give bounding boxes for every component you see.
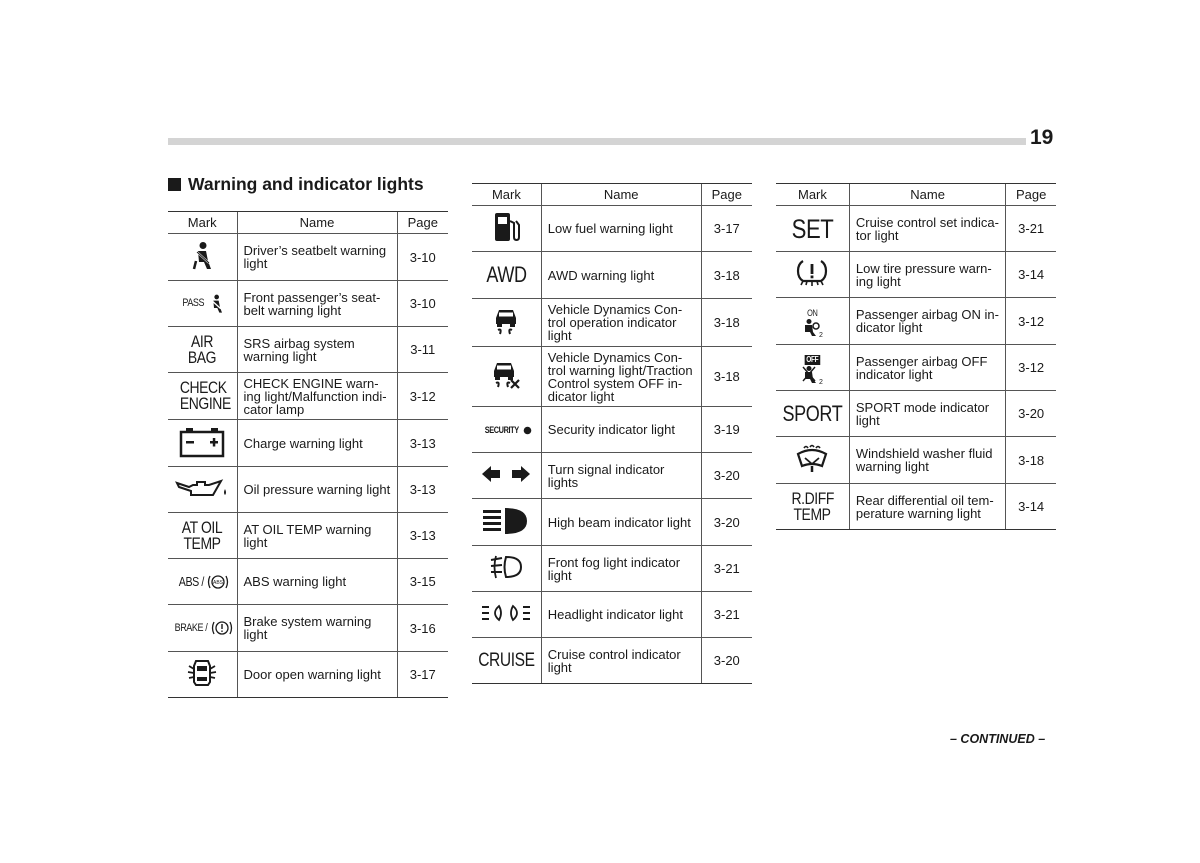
mark-cell — [168, 420, 237, 467]
mark-cell — [776, 206, 849, 252]
table-row — [168, 605, 448, 652]
table-row — [776, 484, 1056, 530]
mark-cell — [472, 638, 541, 684]
name-cell: Driver’s seatbelt warning light — [237, 234, 397, 281]
table-row — [472, 347, 752, 407]
svg-text:ABS: ABS — [212, 579, 223, 586]
section-title-text: Warning and indicator lights — [188, 174, 424, 194]
indicator-table-2 — [472, 183, 752, 684]
cruise-text-icon: CRUISE — [478, 649, 535, 671]
table-row — [776, 252, 1056, 298]
name-cell: Cruise control indicator light — [541, 638, 701, 684]
brake-icon: BRAKE / — [171, 619, 233, 637]
name-header: Name — [237, 212, 397, 234]
table-row — [168, 652, 448, 698]
page-cell: 3-14 — [1006, 484, 1056, 530]
table-row — [168, 281, 448, 327]
page-cell: 3-16 — [397, 605, 448, 652]
mark-cell — [776, 345, 849, 391]
mark-cell — [168, 605, 237, 652]
page-header: Page — [397, 212, 448, 234]
name-cell: Oil pressure warning light — [237, 467, 397, 513]
page-cell: 3-17 — [701, 206, 752, 252]
page-cell: 3-20 — [701, 638, 752, 684]
page-cell: 3-18 — [701, 299, 752, 347]
name-cell: Low tire pressure warn-ing light — [849, 252, 1005, 298]
name-cell: Passenger airbag OFF indicator light — [849, 345, 1005, 391]
mark-cell — [168, 327, 237, 373]
table-header-row — [168, 212, 448, 234]
page-cell: 3-11 — [397, 327, 448, 373]
mark-cell — [472, 299, 541, 347]
indicator-table-1 — [168, 211, 448, 698]
name-cell: SPORT mode indicator light — [849, 391, 1005, 437]
check-engine-text-icon: CHECK ENGINE — [180, 378, 232, 413]
airbag-on-icon: ON 2 — [807, 308, 824, 338]
page-cell: 3-20 — [1006, 391, 1056, 437]
table-row — [472, 453, 752, 499]
table-row — [168, 467, 448, 513]
table-row — [472, 299, 752, 347]
mark-header: Mark — [776, 184, 849, 206]
table-row — [472, 407, 752, 453]
battery-icon — [179, 426, 225, 458]
rdiff-text-icon: R.DIFF TEMP — [791, 488, 835, 524]
skid-car-off-icon — [491, 359, 521, 391]
mark-cell — [472, 546, 541, 592]
name-cell: Turn signal indicator lights — [541, 453, 701, 499]
mark-cell — [168, 234, 237, 281]
name-cell: Front passenger’s seat-belt warning light — [237, 281, 397, 327]
name-cell: Charge warning light — [237, 420, 397, 467]
page-cell: 3-14 — [1006, 252, 1056, 298]
page-header: Page — [1006, 184, 1056, 206]
page-cell: 3-17 — [397, 652, 448, 698]
mark-cell — [776, 298, 849, 345]
table-header-row — [472, 184, 752, 206]
table-row — [168, 559, 448, 605]
page-cell: 3-18 — [1006, 437, 1056, 484]
pass-seatbelt-icon: PASS — [180, 294, 225, 314]
page-cell: 3-15 — [397, 559, 448, 605]
mark-cell — [168, 559, 237, 605]
door-open-icon — [187, 658, 217, 688]
name-cell: SRS airbag system warning light — [237, 327, 397, 373]
mark-cell — [472, 252, 541, 299]
at-oil-temp-text-icon: AT OIL TEMP — [182, 517, 223, 553]
page-cell: 3-10 — [397, 234, 448, 281]
table-header-row — [776, 184, 1056, 206]
table-row — [472, 499, 752, 546]
name-cell: Vehicle Dynamics Con-trol warning light/Traction Control system OFF in-dicator light — [541, 347, 701, 407]
page-cell: 3-13 — [397, 513, 448, 559]
name-cell: Door open warning light — [237, 652, 397, 698]
table-row — [472, 206, 752, 252]
mark-cell — [168, 281, 237, 327]
sport-text-icon: SPORT — [782, 400, 843, 426]
turn-arrows-icon — [480, 464, 532, 484]
table-row — [168, 234, 448, 281]
name-cell: Brake system warning light — [237, 605, 397, 652]
name-cell: High beam indicator light — [541, 499, 701, 546]
mark-cell — [472, 592, 541, 638]
page-cell: 3-13 — [397, 467, 448, 513]
mark-cell — [472, 206, 541, 252]
page-cell: 3-19 — [701, 407, 752, 453]
name-cell: AT OIL TEMP warning light — [237, 513, 397, 559]
mark-header: Mark — [472, 184, 541, 206]
mark-cell — [776, 391, 849, 437]
skid-car-icon — [493, 306, 519, 336]
name-cell: AWD warning light — [541, 252, 701, 299]
table-row — [472, 592, 752, 638]
name-cell: Front fog light indicator light — [541, 546, 701, 592]
name-cell: Low fuel warning light — [541, 206, 701, 252]
mark-cell — [168, 513, 237, 559]
page-cell: 3-18 — [701, 252, 752, 299]
name-cell: ABS warning light — [237, 559, 397, 605]
table-row — [168, 373, 448, 420]
header-rule — [168, 138, 1026, 145]
name-cell: Security indicator light — [541, 407, 701, 453]
mark-cell — [776, 484, 849, 530]
table-row — [776, 391, 1056, 437]
mark-cell — [168, 373, 237, 420]
name-header: Name — [849, 184, 1005, 206]
page-cell: 3-21 — [701, 546, 752, 592]
svg-text:2: 2 — [819, 379, 824, 385]
page-cell: 3-12 — [1006, 345, 1056, 391]
airbag-text-icon: AIR BAG — [188, 331, 217, 367]
page-cell: 3-20 — [701, 499, 752, 546]
mark-cell — [472, 453, 541, 499]
table-row — [776, 206, 1056, 252]
mark-cell — [776, 252, 849, 298]
headlight-icon — [481, 604, 531, 622]
fuel-pump-icon — [492, 211, 520, 243]
page-cell: 3-13 — [397, 420, 448, 467]
set-text-icon: SET — [791, 213, 834, 244]
oil-can-icon — [175, 477, 229, 499]
section-bullet-icon — [168, 178, 181, 191]
name-cell: Headlight indicator light — [541, 592, 701, 638]
indicator-table-3 — [776, 183, 1056, 530]
name-cell: Windshield washer fluid warning light — [849, 437, 1005, 484]
table-row — [776, 437, 1056, 484]
name-header: Name — [541, 184, 701, 206]
mark-cell — [168, 467, 237, 513]
airbag-off-icon: OFF 2 — [801, 355, 823, 385]
mark-cell — [472, 347, 541, 407]
table-row — [776, 298, 1056, 345]
table-row — [168, 513, 448, 559]
mark-cell — [472, 407, 541, 453]
name-cell: Cruise control set indica-tor light — [849, 206, 1005, 252]
section-title — [168, 174, 424, 195]
seatbelt-icon — [189, 241, 215, 271]
table-row — [776, 345, 1056, 391]
awd-text-icon: AWD — [486, 262, 527, 287]
table-row — [168, 327, 448, 373]
table-row — [472, 638, 752, 684]
abs-icon: ABS / ABS — [176, 573, 229, 591]
tire-pressure-icon — [796, 258, 828, 288]
front-fog-icon — [489, 554, 523, 580]
page-cell: 3-21 — [701, 592, 752, 638]
table-row — [472, 252, 752, 299]
page-cell: 3-12 — [397, 373, 448, 420]
high-beam-icon — [481, 506, 531, 536]
page-cell: 3-20 — [701, 453, 752, 499]
page-cell: 3-18 — [701, 347, 752, 407]
mark-cell — [472, 499, 541, 546]
table-row — [168, 420, 448, 467]
svg-text:2: 2 — [819, 332, 824, 338]
table-row — [472, 546, 752, 592]
page-cell: 3-21 — [1006, 206, 1056, 252]
page-cell: 3-12 — [1006, 298, 1056, 345]
name-cell: Rear differential oil tem-perature warning light — [849, 484, 1005, 530]
mark-cell — [776, 437, 849, 484]
page-number: 19 — [1030, 126, 1054, 149]
washer-fluid-icon — [795, 444, 829, 474]
page-cell: 3-10 — [397, 281, 448, 327]
security-dot-icon: SECURITY — [481, 423, 532, 438]
mark-header: Mark — [168, 212, 237, 234]
name-cell: CHECK ENGINE warn-ing light/Malfunction indi-cator lamp — [237, 373, 397, 420]
mark-cell — [168, 652, 237, 698]
name-cell: Vehicle Dynamics Con-trol operation indicator light — [541, 299, 701, 347]
continued-note: – CONTINUED – — [950, 732, 1046, 746]
page-header: Page — [701, 184, 752, 206]
name-cell: Passenger airbag ON in-dicator light — [849, 298, 1005, 345]
